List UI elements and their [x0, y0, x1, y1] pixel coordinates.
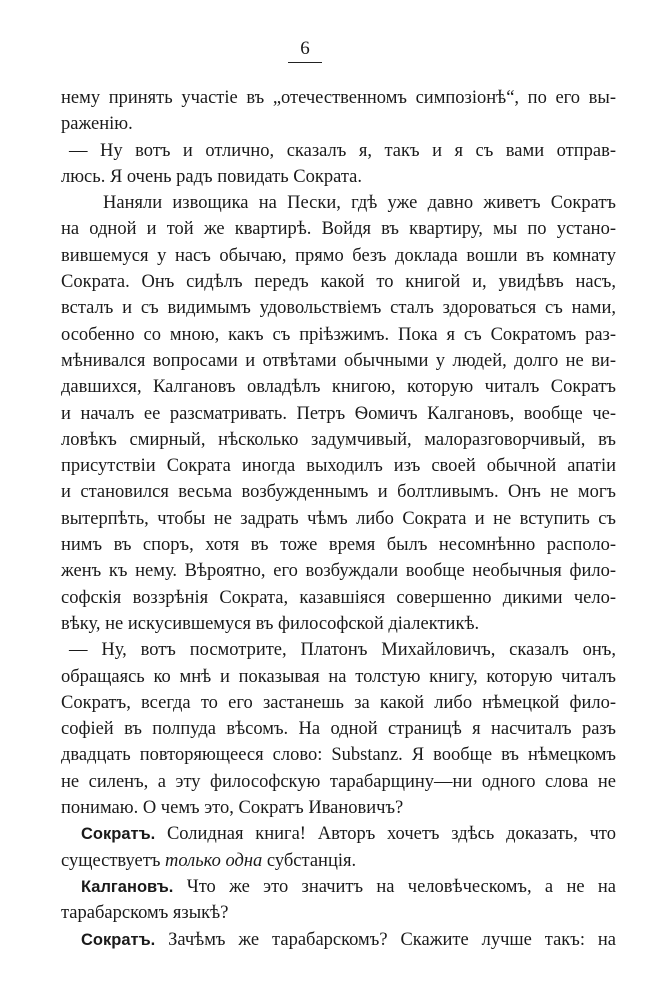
line-text: софскія воззрѣнія Сократа, казавшіяся совершенно дикими чело-	[61, 587, 616, 608]
line-text: субстанція.	[262, 850, 357, 871]
line-text: тарабарскомъ языкѣ?	[61, 903, 229, 924]
line-text: давшихся, Калгановъ овладѣлъ книгою, которую читалъ Сократъ	[61, 377, 616, 398]
text-line	[61, 558, 616, 584]
text-line	[61, 164, 616, 190]
line-text: особенно со мною, какъ съ пріѣзжимъ. Пока я съ Сократомъ раз-	[61, 324, 616, 345]
text-line	[61, 821, 616, 847]
line-text: нему принять участіе въ „отечественномъ симпозіонѣ“, по его вы-	[61, 88, 616, 108]
text-line	[61, 427, 616, 453]
line-text: раженію.	[61, 114, 133, 135]
line-text: Сократа. Онъ сидѣлъ передъ какой то книгой и, увидѣвъ насъ,	[61, 272, 616, 293]
line-text: вытерпѣть, чтобы не задрать чѣмъ либо Сократа и не вступить съ	[61, 508, 616, 529]
text-line	[61, 585, 616, 611]
page-number	[0, 38, 610, 63]
text-line	[61, 874, 616, 900]
text-line	[61, 322, 616, 348]
text-line	[61, 374, 616, 400]
text-line	[61, 742, 616, 768]
speaker-name: Сократъ.	[81, 930, 156, 949]
line-text: существуетъ	[61, 850, 166, 871]
line-text: Солидная книга! Авторъ хочетъ здѣсь доказать, что	[155, 824, 616, 845]
text-line	[61, 664, 616, 690]
body-text	[61, 85, 616, 953]
text-line	[61, 927, 616, 953]
text-line	[61, 479, 616, 505]
line-text: присутствіи Сократа иногда выходилъ изъ своей обычной апатіи	[61, 456, 616, 477]
text-line	[61, 900, 616, 926]
line-text: вившемуся у насъ обычаю, прямо безъ доклада вошли въ комнату	[61, 245, 616, 266]
text-line	[61, 295, 616, 321]
line-text: и становился весьма возбужденнымъ и болтливымъ. Онъ не могъ	[61, 482, 616, 503]
text-line	[61, 453, 616, 479]
emphasis-text: только одна	[165, 850, 263, 871]
text-line	[61, 716, 616, 742]
text-line	[61, 848, 616, 874]
text-line	[61, 769, 616, 795]
line-text: ловѣкъ смирный, нѣсколько задумчивый, малоразговорчивый, въ	[61, 429, 616, 450]
text-line	[61, 190, 616, 216]
text-line	[61, 138, 616, 164]
text-line	[61, 216, 616, 242]
text-line	[61, 243, 616, 269]
line-text: двадцать повторяющееся слово: Substanz. Я вообще въ нѣмецкомъ	[61, 745, 616, 766]
text-line	[61, 795, 616, 821]
line-text: нимъ въ споръ, хотя въ тоже время былъ несомнѣнно располо-	[61, 535, 616, 556]
text-line	[61, 690, 616, 716]
line-text: на одной и той же квартирѣ. Войдя въ квартиру, мы по устано-	[61, 219, 616, 240]
text-line	[61, 348, 616, 374]
line-text: женъ къ нему. Вѣроятно, его возбуждали вообще необычныя фило-	[61, 561, 616, 582]
line-text: Зачѣмъ же тарабарскомъ? Скажите лучше такъ: на	[155, 929, 616, 950]
speaker-name: Калгановъ.	[81, 877, 174, 896]
text-line	[61, 269, 616, 295]
speaker-name: Сократъ.	[81, 825, 156, 844]
line-text: мѣнивался вопросами и отвѣтами обычными у людей, долго не ви-	[61, 350, 616, 371]
text-line	[61, 611, 616, 637]
line-text: Что же это значитъ на человѣческомъ, а не на	[173, 876, 616, 897]
line-text: вѣку, не искусившемуся въ философской діалектикѣ.	[61, 613, 480, 634]
line-text: Наняли извощика на Пески, гдѣ уже давно живетъ Сократъ	[103, 193, 616, 214]
text-line	[61, 111, 616, 137]
text-line	[61, 85, 616, 111]
line-text: — Ну вотъ и отлично, сказалъ я, такъ и я съ вами отправ-	[69, 140, 616, 161]
text-line	[61, 532, 616, 558]
page-number-text: 6	[288, 38, 322, 63]
line-text: софіей въ полпуда вѣсомъ. На одной страницѣ я насчиталъ разъ	[61, 719, 616, 740]
line-text: Сократъ, всегда то его застанешь за какой либо нѣмецкой фило-	[61, 692, 616, 713]
line-text: люсь. Я очень радъ повидать Сократа.	[61, 166, 363, 187]
line-text: и началъ ее разсматривать. Петръ Ѳомичъ Калгановъ, вообще че-	[61, 403, 616, 424]
text-line	[61, 506, 616, 532]
text-line	[61, 637, 616, 663]
line-text: — Ну, вотъ посмотрите, Платонъ Михайловичъ, сказалъ онъ,	[69, 640, 616, 661]
line-text: всталъ и съ видимымъ удовольствіемъ сталъ здороваться съ нами,	[61, 298, 616, 319]
text-line	[61, 401, 616, 427]
line-text: обращаясь ко мнѣ и показывая на толстую книгу, которую читалъ	[61, 666, 616, 687]
line-text: понимаю. О чемъ это, Сократъ Ивановичъ?	[61, 798, 404, 819]
line-text: не силенъ, а эту философскую тарабарщину—ни одного слова не	[61, 771, 616, 792]
